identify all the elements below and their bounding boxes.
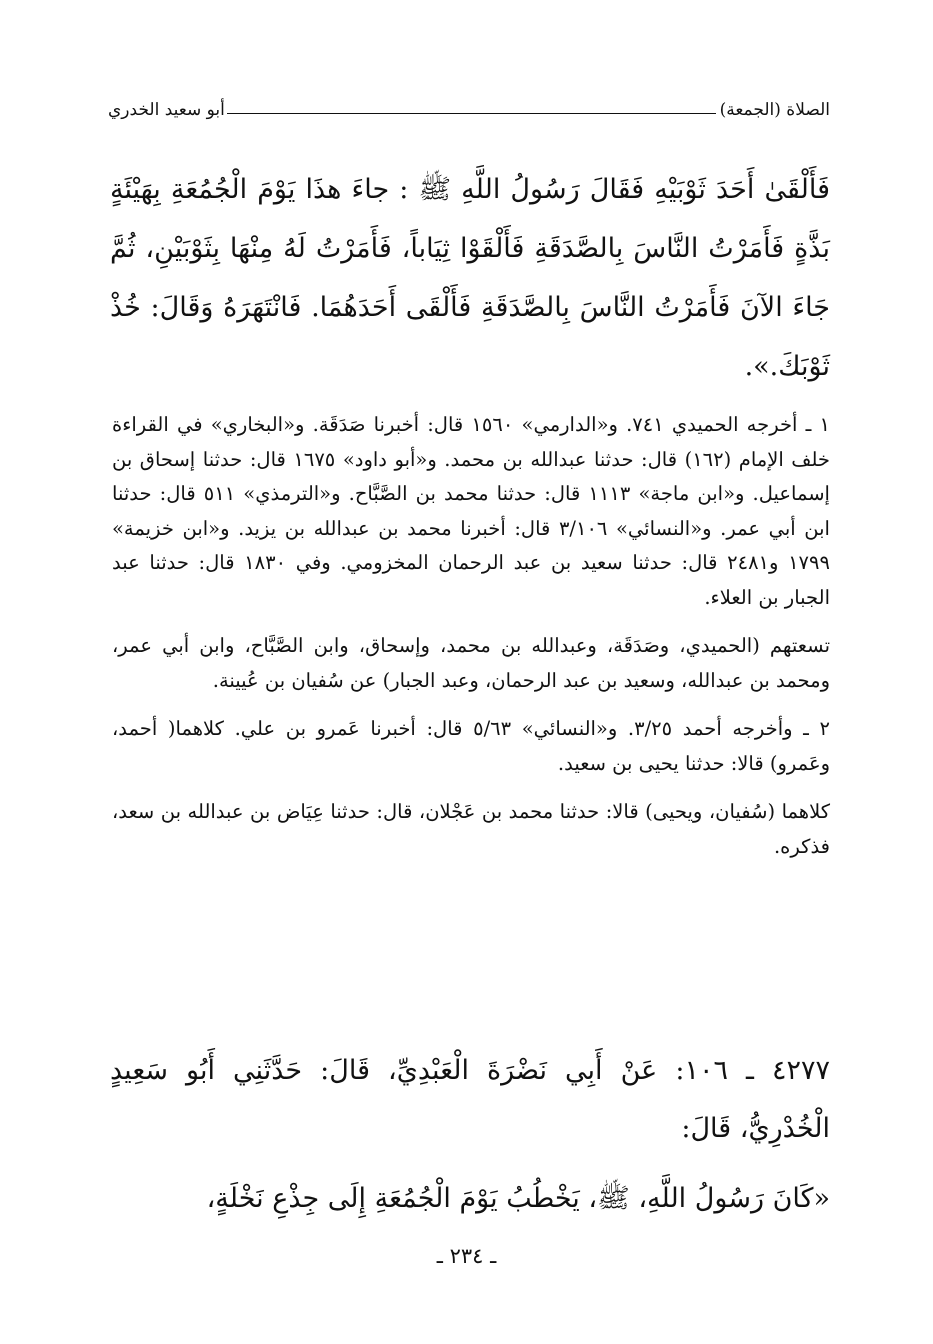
narrator-title: أبو سعيد الخدري <box>108 100 225 120</box>
page-number: ـ ٢٣٤ ـ <box>436 1244 497 1268</box>
hadith-continuation-text: فَأَلْقَىٰ أَحَدَ ثَوْبَيْهِ فَقَالَ رَسُولُ اللَّهِ ﷺ : جاءَ هذَا يَوْمَ الْجُمُعَةِ بِهَيْئَةٍ بَذَّةٍ فَأَمَرْتُ النَّاسَ بِالصَّدَقَةِ فَأَلْقَوْا ثِيَاباً، فَأَمَرْتُ لَهُ مِنْهَا بِثَوْبَيْنِ، ثُمَّ جَاءَ الآنَ فَأَمَرْتُ النَّاسَ بِالصَّدَقَةِ فَأَلْقَى أَحَدَهُمَا. فَانْتَهَرَهُ وَقَالَ: خُذْ ثَوْبَكَ.». <box>110 174 830 382</box>
hadith-entry <box>110 1042 830 1228</box>
hadith-matn: «كَانَ رَسُولُ اللَّهِ، ﷺ، يَخْطُبُ يَوْمَ الْجُمُعَةِ إِلَى جِذْعِ نَخْلَةٍ، <box>206 1183 830 1214</box>
hadith-isnad: ٤٢٧٧ ـ ١٠٦: عَنْ أَبِي نَضْرَةَ الْعَبْدِيِّ، قَالَ: حَدَّثَنِي أَبُو سَعِيدٍ الْخُدْرِيُّ، قَالَ: <box>110 1055 830 1144</box>
footnotes <box>112 408 830 878</box>
takhrij-note: كلاهما (سُفيان، ويحيى) قالا: حدثنا محمد بن عَجْلان، قال: حدثنا عِيَاض بن عبدالله بن سعد، فذكره. <box>112 800 830 858</box>
takhrij-note: ٢ ـ وأخرجه أحمد ٣/٢٥. و«النسائي» ٥/٦٣ قال: أخبرنا عَمرو بن علي. كلاهما( أحمد، وعَمرو) قالا: حدثنا يحيى بن سعيد. <box>112 717 830 775</box>
header-rule <box>227 113 716 114</box>
takhrij-note: ١ ـ أخرجه الحميدي ٧٤١. و«الدارمي» ١٥٦٠ قال: أخبرنا صَدَقَة. و«البخاري» في القراءة خلف الإمام (١٦٢) قال: حدثنا عبدالله بن محمد. و«أبو داود» ١٦٧٥ قال: حدثنا إسحاق بن إسماعيل. و«ابن ماجة» ١١١٣ قال: حدثنا محمد بن الصَّبَّاح. و«الترمذي» ٥١١ قال: حدثنا ابن أبي عمر. و«النسائي» ٣/١٠٦ قال: أخبرنا محمد بن عبدالله بن يزيد. و«ابن خزيمة» ١٧٩٩ و٢٤٨١ قال: حدثنا سعيد بن عبد الرحمان المخزومي. وفي ١٨٣٠ قال: حدثنا عبد الجبار بن العلاء. <box>112 413 830 609</box>
running-header <box>108 92 830 120</box>
takhrij-note: تسعتهم (الحميدي، وصَدَقَة، وعبدالله بن محمد، وإسحاق، وابن الصَّبَّاح، وابن أبي عمر، ومحمد بن عبدالله، وسعيد بن عبد الرحمان، وعبد الجبار) عن سُفيان بن عُيينة. <box>112 634 830 692</box>
chapter-title: الصلاة (الجمعة) <box>719 100 830 120</box>
